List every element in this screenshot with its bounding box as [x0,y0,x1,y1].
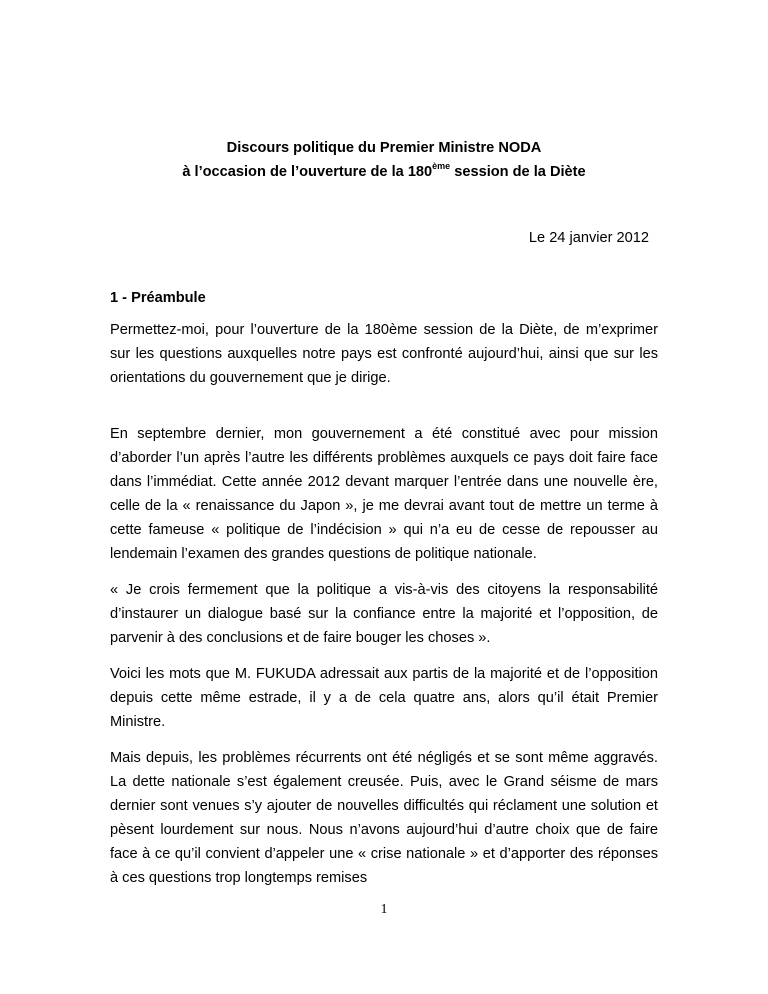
document-date: Le 24 janvier 2012 [528,230,649,246]
title-line-2-end: session de la Diète [450,164,586,180]
section-heading: 1 - Préambule [110,290,206,306]
title-superscript: ème [432,161,451,171]
document-body [110,318,658,902]
paragraph: En septembre dernier, mon gouvernement a été constitué avec pour mission d’aborder l’un après l’autre les différents problèmes auxquels ce pays doit faire face dans l’immédiat. Cette année 2012 devant marquer l’entrée dans une nouvelle ère, celle de la « renaissance du Japon », je me devrai avant tout de mettre un terme à cette fameuse « politique de l’indécision » qui n’a eu de cesse de repousser au lendemain l’examen des grandes questions de politique nationale. [110,426,658,562]
title-line-1: Discours politique du Premier Ministre NODA [226,140,542,156]
paragraph: Mais depuis, les problèmes récurrents ont été négligés et se sont même aggravés. La dette nationale s’est également creusée. Puis, avec le Grand séisme de mars dernier sont venues s’y ajouter de nouvelles difficultés qui réclament une solution et pèsent lourdement sur nous. Nous n’avons aujourd’hui d’autre choix que de faire face à ce qu’il convient d’appeler une « crise nationale » et d’apporter des réponses à ces questions trop longtemps remises [110,750,658,886]
page-number: 1 [380,902,388,917]
title-line-2 [110,160,658,184]
paragraph: Voici les mots que M. FUKUDA adressait aux partis de la majorité et de l’opposition depuis cette même estrade, il y a de cela quatre ans, alors qu’il était Premier Ministre. [110,666,658,730]
paragraph: « Je crois fermement que la politique a vis-à-vis des citoyens la responsabilité d’instaurer un dialogue basé sur la confiance entre la majorité et l’opposition, de parvenir à des conclusions et de faire bouger les choses ». [110,582,658,646]
document-title [110,136,658,184]
paragraph: Permettez-moi, pour l’ouverture de la 180ème session de la Diète, de m’exprimer sur les questions auxquelles notre pays est confronté aujourd’hui, ainsi que sur les orientations du gouvernement que je dirige. [110,322,658,386]
title-line-2-start: à l’occasion de l’ouverture de la 180 [182,164,433,180]
